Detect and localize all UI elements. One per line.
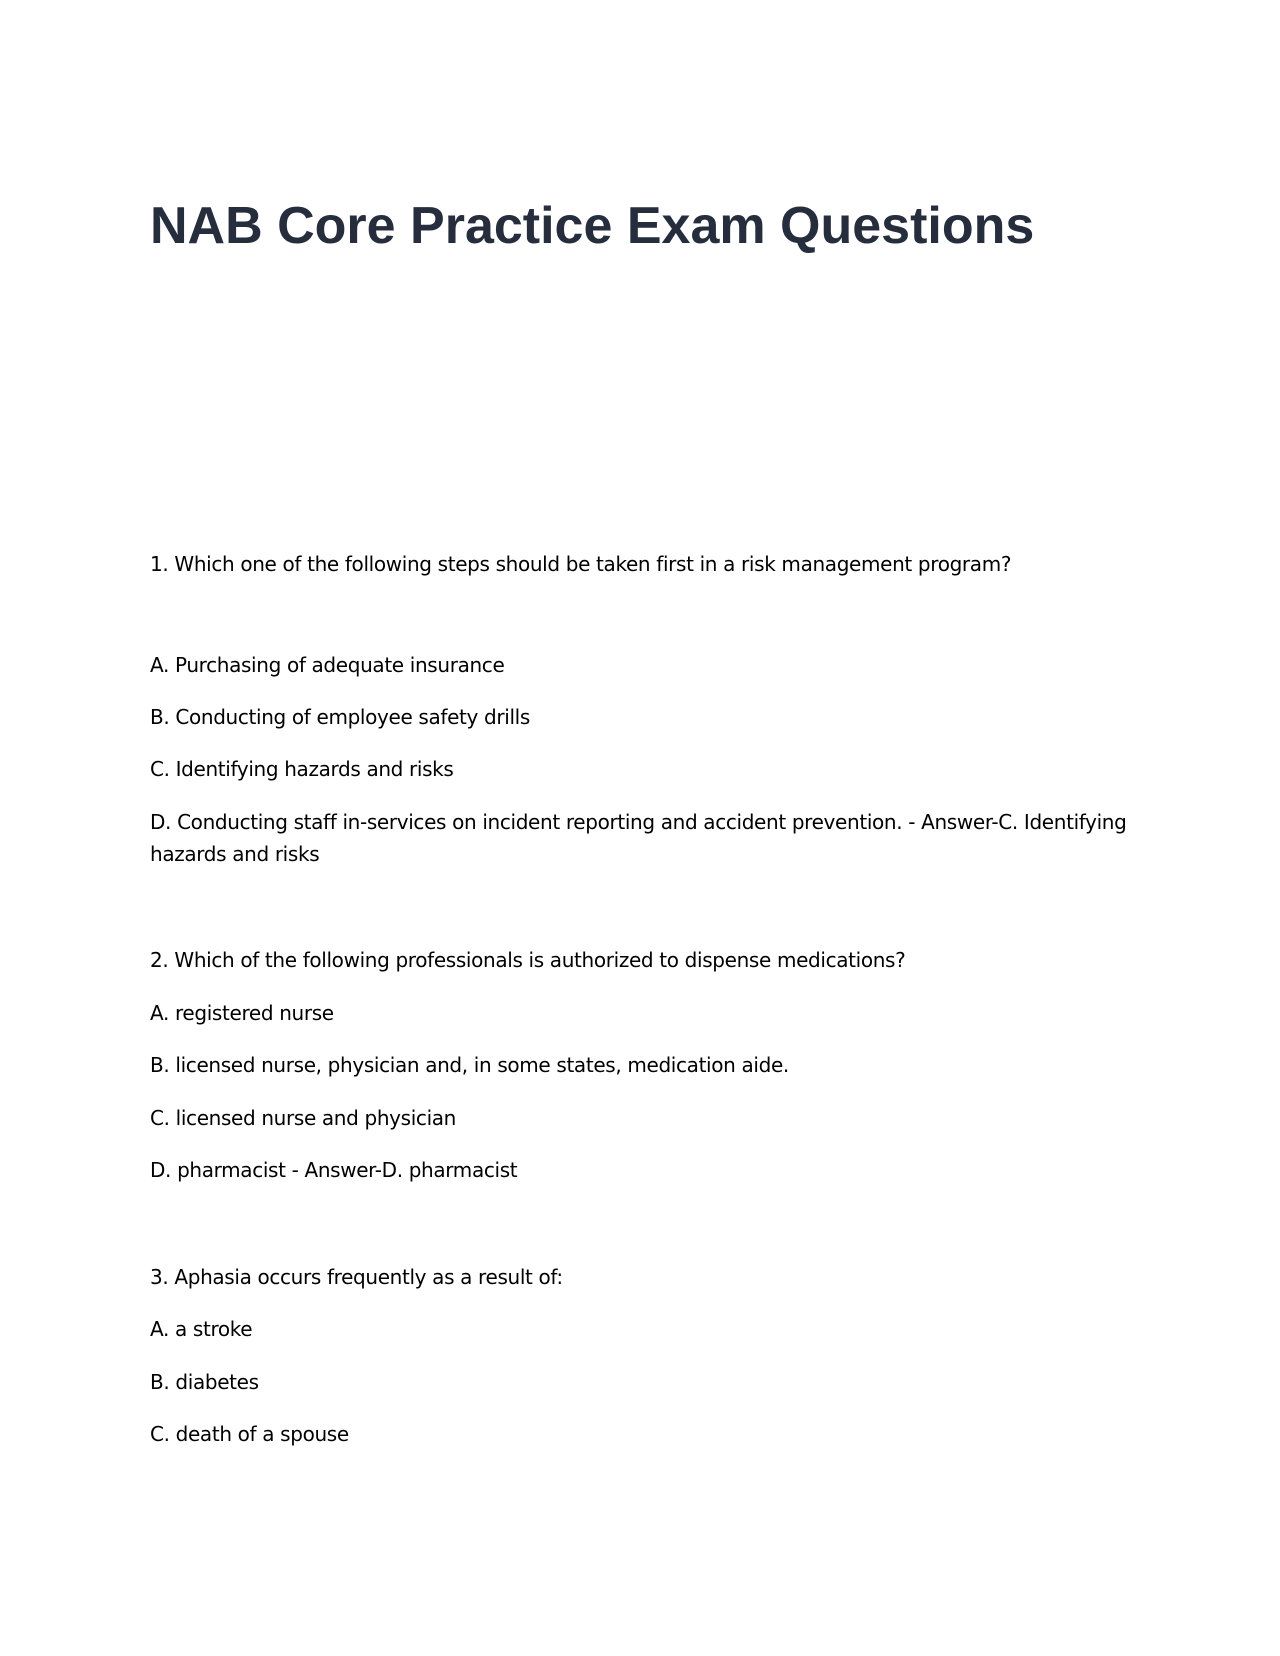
question-1-option-b: B. Conducting of employee safety drills (150, 705, 530, 729)
question-1-option-d: D. Conducting staff in-services on incident reporting and accident prevention. - Answer-C. Identifying (150, 810, 1127, 834)
question-3-prompt: 3. Aphasia occurs frequently as a result of: (150, 1265, 563, 1289)
question-1-option-d-continued: hazards and risks (150, 842, 320, 866)
question-2-option-d: D. pharmacist - Answer-D. pharmacist (150, 1158, 518, 1182)
question-1-option-a: A. Purchasing of adequate insurance (150, 653, 505, 677)
question-2-option-c: C. licensed nurse and physician (150, 1106, 457, 1130)
question-2-option-b: B. licensed nurse, physician and, in some states, medication aide. (150, 1053, 789, 1077)
question-1-prompt: 1. Which one of the following steps should be taken first in a risk management program? (150, 552, 1012, 576)
page-title: NAB Core Practice Exam Questions (150, 197, 1035, 255)
question-1-option-c: C. Identifying hazards and risks (150, 757, 454, 781)
question-3-option-a: A. a stroke (150, 1317, 253, 1341)
question-2-prompt: 2. Which of the following professionals is authorized to dispense medications? (150, 948, 906, 972)
question-3-option-c: C. death of a spouse (150, 1422, 349, 1446)
question-2-option-a: A. registered nurse (150, 1001, 334, 1025)
question-3-option-b: B. diabetes (150, 1370, 259, 1394)
